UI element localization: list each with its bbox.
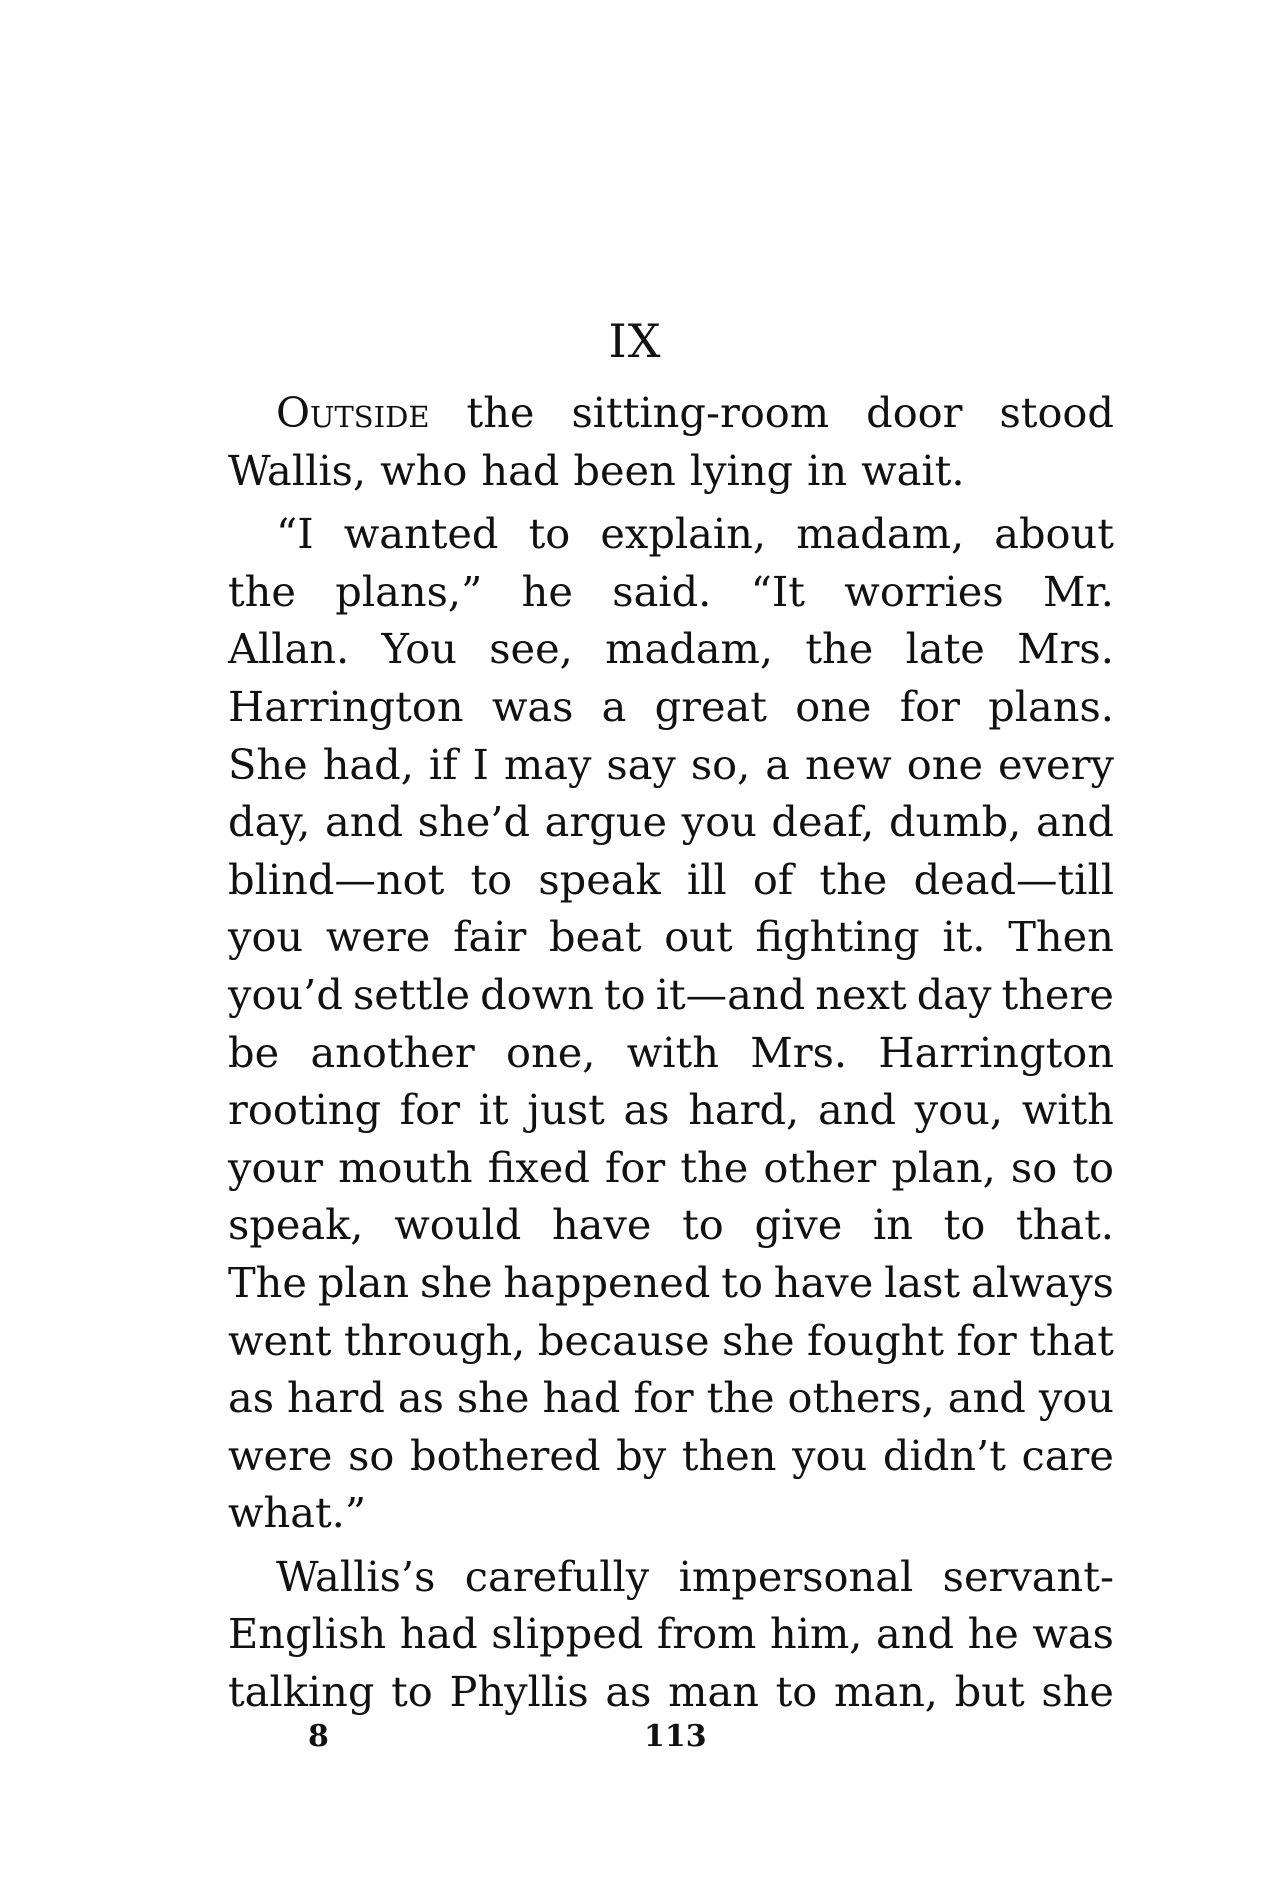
text-line (228, 384, 1114, 442)
word: out (664, 912, 733, 962)
word: he (967, 1609, 1019, 1659)
text-line (228, 1139, 1114, 1197)
word: didn’t (882, 1430, 1006, 1480)
word: you, (914, 1085, 1004, 1135)
word: “It (750, 566, 805, 616)
word: to (603, 969, 646, 1019)
text-line (228, 1663, 1114, 1721)
word: to (721, 1257, 763, 1307)
word: she (419, 1257, 493, 1307)
word: she (456, 1373, 530, 1423)
word: say (606, 739, 676, 789)
word: have (551, 1200, 652, 1250)
word: him, (769, 1609, 863, 1659)
text-line (228, 442, 1114, 500)
word: plan, (891, 1142, 996, 1192)
text-line (228, 1312, 1114, 1370)
word: fighting (755, 912, 920, 962)
page-number: 113 (644, 1719, 707, 1754)
word: from (656, 1609, 757, 1659)
word: servant- (942, 1551, 1114, 1601)
word: another (310, 1027, 475, 1077)
text-line (228, 851, 1114, 909)
word: had, (322, 739, 414, 789)
word: because (537, 1315, 710, 1365)
word: late (905, 624, 985, 674)
word: for (956, 1315, 1017, 1365)
word: speak (538, 854, 661, 904)
text-line (228, 1196, 1114, 1254)
word: lying (689, 445, 794, 495)
word: had (399, 1609, 478, 1659)
word: new (805, 739, 892, 789)
word: argue (544, 797, 668, 847)
word: about (994, 509, 1114, 559)
word: care (1021, 1430, 1114, 1480)
word: the (680, 1142, 749, 1192)
word: be (228, 1027, 280, 1077)
word: “I (276, 509, 314, 559)
text-line (228, 505, 1114, 563)
word: there (1001, 969, 1114, 1019)
word: but (954, 1667, 1025, 1717)
word: deaf, (771, 797, 875, 847)
word: dead—till (913, 854, 1114, 904)
word: English (228, 1609, 387, 1659)
word: You (381, 624, 457, 674)
word: plans,” (335, 566, 483, 616)
word: Mrs. (750, 1027, 848, 1077)
word: it (478, 1085, 509, 1135)
word: in (807, 445, 848, 495)
word: Wallis’s (276, 1551, 436, 1601)
word: if (428, 739, 458, 789)
word: said. (612, 566, 712, 616)
word: had (481, 445, 560, 495)
word: just (527, 1085, 605, 1135)
word: to (391, 1667, 433, 1717)
text-line (228, 1081, 1114, 1139)
word: with (1021, 1085, 1114, 1135)
word: day (916, 969, 992, 1019)
word: to (1072, 1142, 1114, 1192)
word: plan (317, 1257, 410, 1307)
word: was (491, 681, 574, 731)
word: man (668, 1667, 759, 1717)
word: and (1035, 797, 1114, 847)
word: one, (506, 1027, 596, 1077)
word: blind—not (228, 854, 445, 904)
word: sitting-room (571, 388, 830, 437)
word: beat (549, 912, 642, 962)
word: a (601, 681, 627, 731)
word: who (380, 445, 468, 495)
word: had (542, 1373, 621, 1423)
text-line (228, 908, 1114, 966)
word: then (681, 1430, 777, 1480)
word: Then (1008, 912, 1114, 962)
word: would (394, 1200, 522, 1250)
word: the (805, 624, 874, 674)
text-line (228, 1254, 1114, 1312)
word: always (970, 1257, 1114, 1307)
word: wanted (343, 509, 499, 559)
word: last (884, 1257, 961, 1307)
word: in (872, 1200, 913, 1250)
word: ill (686, 854, 727, 904)
word: by (616, 1430, 667, 1480)
word: as (228, 1373, 275, 1423)
word: next (815, 969, 907, 1019)
word: the (706, 1373, 775, 1423)
word: wait. (861, 445, 965, 495)
word: She (228, 739, 308, 789)
paragraph-1 (228, 384, 1114, 499)
word: Mrs. (1017, 624, 1114, 674)
word: great (654, 681, 767, 731)
word: it—and (655, 969, 806, 1019)
signature-mark: 8 (308, 1719, 329, 1754)
word: for (399, 1085, 460, 1135)
word: Wallis, (228, 445, 367, 495)
text-line (228, 620, 1114, 678)
word: with (626, 1027, 719, 1077)
word: you (228, 912, 304, 962)
word: man, (833, 1667, 938, 1717)
word: dumb, (888, 797, 1022, 847)
word: went (228, 1315, 332, 1365)
word: you (1038, 1373, 1114, 1423)
text-line (228, 1024, 1114, 1082)
word: impersonal (678, 1551, 914, 1601)
word: Harrington (228, 681, 464, 731)
word: day, (228, 797, 311, 847)
word: I (472, 739, 489, 789)
word: that (1029, 1315, 1114, 1365)
word: rooting (228, 1085, 382, 1135)
word: mouth (338, 1142, 473, 1192)
word: and (817, 1085, 896, 1135)
paragraph-2 (228, 505, 1114, 1542)
word: hard (287, 1373, 385, 1423)
word: for (605, 1142, 666, 1192)
word: you’d (228, 969, 343, 1019)
word: see, (489, 624, 573, 674)
paragraph-3 (228, 1548, 1114, 1721)
word: as (397, 1373, 444, 1423)
word: Mr. (1042, 566, 1114, 616)
word: hard, (688, 1085, 800, 1135)
word: that. (1015, 1200, 1114, 1250)
word: so (1010, 1142, 1058, 1192)
text-line (228, 563, 1114, 621)
word: The (228, 1257, 307, 1307)
word: have (773, 1257, 874, 1307)
word: was (1032, 1609, 1114, 1659)
word: give (754, 1200, 843, 1250)
word: stood (999, 388, 1114, 437)
chapter-heading: IX (608, 314, 662, 368)
word: what.” (228, 1488, 367, 1538)
word: to (682, 1200, 724, 1250)
word: to (775, 1667, 818, 1717)
word: down (480, 969, 594, 1019)
word: the (819, 854, 888, 904)
word: the (466, 388, 535, 437)
word: and (947, 1373, 1026, 1423)
word: madam, (605, 624, 774, 674)
word: one (906, 739, 984, 789)
word: door (866, 388, 963, 437)
word: to (528, 509, 571, 559)
word: so, (690, 739, 751, 789)
word: fought (807, 1315, 945, 1365)
word: and (876, 1609, 955, 1659)
word: you (681, 797, 757, 847)
word: it. (942, 912, 986, 962)
word: to (470, 854, 513, 904)
word: one (795, 681, 872, 731)
word: fixed (487, 1142, 590, 1192)
word: talking (228, 1667, 375, 1717)
word: were (325, 912, 431, 962)
word: she (1041, 1667, 1114, 1717)
word: of (752, 854, 794, 904)
word: explain, (600, 509, 767, 559)
word: for (633, 1373, 694, 1423)
word: she (721, 1315, 795, 1365)
text-line (228, 1605, 1114, 1663)
text-line (228, 736, 1114, 794)
lead-word: Outside (276, 388, 430, 437)
text-line (228, 1484, 1114, 1542)
word: for (899, 681, 960, 731)
word: bothered (410, 1430, 601, 1480)
text-line (228, 678, 1114, 736)
word: may (503, 739, 592, 789)
word: a (765, 739, 791, 789)
word: Phyllis (449, 1667, 589, 1717)
word: your (228, 1142, 323, 1192)
word: happened (503, 1257, 711, 1307)
word: as (623, 1085, 670, 1135)
word: settle (352, 969, 471, 1019)
word: you (792, 1430, 868, 1480)
word: others, (787, 1373, 935, 1423)
word: he (521, 566, 573, 616)
word: to (943, 1200, 986, 1250)
word: through, (343, 1315, 526, 1365)
word: worries (844, 566, 1004, 616)
word: carefully (464, 1551, 650, 1601)
text-line (228, 793, 1114, 851)
word: speak, (228, 1200, 364, 1250)
word: plans. (988, 681, 1114, 731)
word: she’d (417, 797, 531, 847)
word: fair (453, 912, 527, 962)
word: the (228, 566, 296, 616)
word: were (228, 1430, 333, 1480)
word: Allan. (228, 624, 350, 674)
text-line (228, 1427, 1114, 1485)
word: and (325, 797, 404, 847)
text-line (228, 966, 1114, 1024)
word: Harrington (878, 1027, 1114, 1077)
word: been (573, 445, 676, 495)
word: so (348, 1430, 395, 1480)
text-line (228, 1548, 1114, 1606)
word: madam, (796, 509, 965, 559)
word: slipped (491, 1609, 644, 1659)
word: as (605, 1667, 652, 1717)
body-text (228, 384, 1114, 1721)
word: every (998, 739, 1114, 789)
text-line (228, 1369, 1114, 1427)
word: other (763, 1142, 877, 1192)
